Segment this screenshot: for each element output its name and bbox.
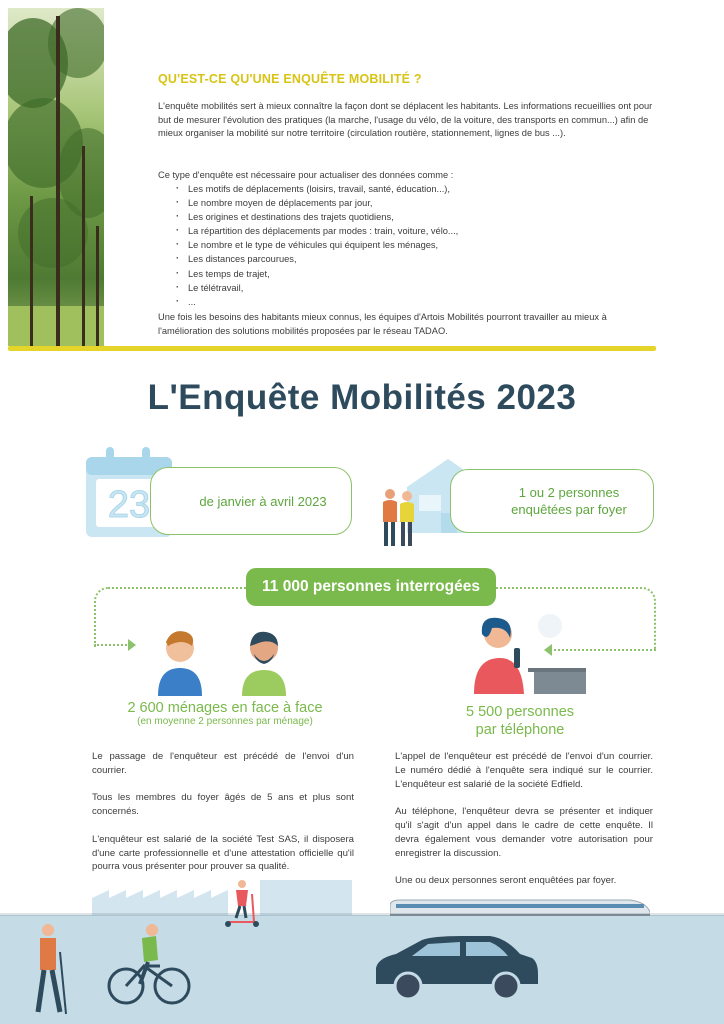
calendar-day: 23 xyxy=(107,484,151,526)
arrow-right-icon xyxy=(128,639,136,651)
page-title: L'Enquête Mobilités 2023 xyxy=(147,378,577,417)
car-icon xyxy=(372,934,540,1000)
list-item: · ... xyxy=(176,295,458,309)
list-item: · Les distances parcourues, xyxy=(176,252,458,266)
connector-left-bottom xyxy=(94,644,130,646)
detail-paragraph: Au téléphone, l'enquêteur devra se présenter et indiquer qu'il s'agit d'un appel dans le cadre de cette enquête. Il devra également vous demander votre autorisation pour enregistrer la discussion. xyxy=(395,806,653,859)
walker-icon xyxy=(30,922,70,1016)
scooter-icon xyxy=(222,878,262,928)
faces-icon xyxy=(152,624,292,696)
detail-paragraph: L'enquêteur est salarié de la société Test SAS, il disposera d'une carte professionnelle et d'une attestation officielle qu'il pourra vous présenter pour prouver sa qualité. xyxy=(92,833,354,873)
cyclist-icon xyxy=(104,920,194,1006)
detail-paragraph: Tous les membres du foyer âgés de 5 ans et plus sont concernés. xyxy=(92,792,354,818)
face-to-face-details xyxy=(92,750,354,888)
phone-person-icon xyxy=(466,612,588,694)
detail-paragraph: L'appel de l'enquêteur est précédé de l'envoi d'un courrier. Le numéro dédié à l'enquête sera indiqué sur le courrier. L'enquêteur est salarié de la société Edfield. xyxy=(395,751,653,790)
face-to-face-subheading: (en moyenne 2 personnes par ménage) xyxy=(137,716,313,727)
section-title: QU'EST-CE QU'UNE ENQUÊTE MOBILITÉ ? xyxy=(158,72,422,86)
intro-paragraph: L'enquête mobilités sert à mieux connaître la façon dont se déplacent les habitants. Les informations recueillies ont pour but de mesurer l'évolution des pratiques (la marche, l'usage du vélo, de la voiture, des transports en commun...) afin de mieux organiser la mobilité sur notre territoire (circulation routière, stationnement, lignes de bus ...). xyxy=(158,101,653,139)
phone-heading-line-2: par téléphone xyxy=(475,722,565,738)
phone-details xyxy=(395,750,653,902)
data-paragraph: Ce type d'enquête est nécessaire pour actualiser des données comme : xyxy=(158,170,454,180)
persons-line-2: enquêtées par foyer xyxy=(511,502,627,517)
data-bullet-list xyxy=(176,182,458,309)
list-item: · Le nombre et le type de véhicules qui équipent les ménages, xyxy=(176,238,458,252)
persons-per-home-box xyxy=(450,469,654,533)
factory-icon xyxy=(92,888,228,915)
conclusion-paragraph: Une fois les besoins des habitants mieux connus, les équipes d'Artois Mobilités pourront travailler au mieux à l'amélioration des solutions mobilités proposées par le réseau TADAO. xyxy=(158,312,607,336)
phone-heading-line-1: 5 500 personnes xyxy=(465,704,575,720)
list-item: · Les temps de trajet, xyxy=(176,267,458,281)
list-item: · La répartition des déplacements par modes : train, voiture, vélo..., xyxy=(176,224,458,238)
building-icon xyxy=(260,880,352,915)
detail-paragraph: Le passage de l'enquêteur est précédé de l'envoi d'un courrier. xyxy=(92,751,354,776)
list-item: · Les motifs de déplacements (loisirs, travail, santé, éducation...), xyxy=(176,182,458,196)
train-icon xyxy=(390,898,650,918)
phone-heading xyxy=(420,703,620,739)
face-to-face-heading: 2 600 ménages en face à face xyxy=(127,700,323,716)
list-item: · Le nombre moyen de déplacements par jour, xyxy=(176,196,458,210)
detail-paragraph: Une ou deux personnes seront enquêtées par foyer. xyxy=(395,875,617,887)
divider xyxy=(8,346,656,351)
date-text: de janvier à avril 2023 xyxy=(199,493,327,509)
date-box xyxy=(150,467,352,535)
total-banner: 11 000 personnes interrogées xyxy=(246,568,496,606)
list-item: · Les origines et destinations des trajets quotidiens, xyxy=(176,210,458,224)
couple-icon xyxy=(378,486,418,548)
trees-photo xyxy=(8,8,104,346)
persons-line-1: 1 ou 2 personnes xyxy=(518,485,620,500)
list-item: · Le télétravail, xyxy=(176,281,458,295)
